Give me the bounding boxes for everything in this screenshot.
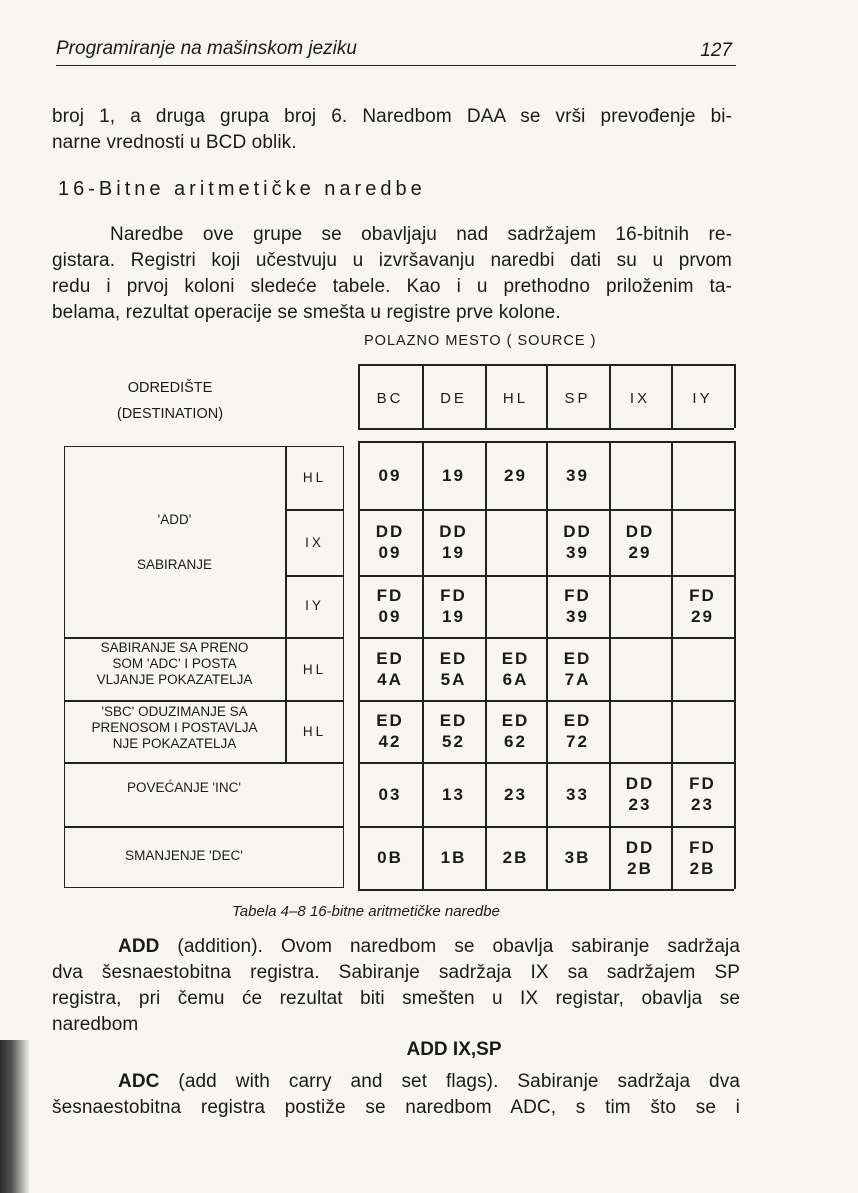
opcode-cell: DD 2B: [625, 837, 655, 878]
opcode-cell: ED 62: [501, 711, 530, 751]
adc-paragraph: [52, 1069, 740, 1121]
source-label: POLAZNO MESTO ( SOURCE ): [364, 333, 597, 349]
intro-line: broj 1, a druga grupa broj 6. Naredbom DAA se vrši prevođenje bi-: [52, 106, 732, 127]
group-add-label: 'ADD': [157, 512, 192, 527]
opcode-cell: 09: [378, 465, 402, 485]
opcode-cell: 39: [566, 465, 589, 485]
dest-reg-hl: HL: [302, 470, 327, 485]
opcode-cell: DD 39: [563, 522, 592, 562]
opcode-cell: 1B: [440, 848, 467, 867]
dest-reg-hl: HL: [302, 724, 327, 739]
opcode-cell: DD 29: [625, 522, 655, 562]
group-dec-label: SMANJENJE 'DEC': [125, 848, 243, 863]
opcode-cell: ED 7A: [563, 648, 592, 689]
column-header-bc: BC: [376, 390, 404, 407]
opcode-cell: DD 09: [375, 522, 405, 562]
add-paragraph: [52, 934, 740, 1038]
opcode-cell: FD 23: [689, 774, 716, 814]
intro-line: narne vrednosti u BCD oblik.: [52, 132, 297, 153]
destination-label: [100, 375, 240, 427]
add-line-text: (addition). Ovom naredbom se obavlja sabiranje sadržaja: [159, 936, 740, 957]
opcode-cell: DD 19: [439, 522, 468, 562]
grid-rule: [734, 441, 736, 889]
intro-paragraph: [52, 104, 732, 156]
opcode-cell: 03: [378, 784, 402, 804]
adc-line-text: (add with carry and set flags). Sabiranje sadržaja dva: [159, 1071, 740, 1092]
table-caption: Tabela 4–8 16-bitne aritmetičke naredbe: [232, 903, 500, 920]
grid-rule: [358, 889, 734, 891]
group-adc-label: VLJANJE POKAZATELJA: [96, 672, 253, 687]
destination-label-line: (DESTINATION): [116, 406, 224, 422]
page-number: 127: [700, 40, 732, 61]
adc-line: [52, 1069, 740, 1095]
paragraph-line: belama, rezultat operacije se smešta u registre prve kolone.: [52, 302, 561, 323]
add-line: [52, 934, 740, 960]
grid-rule: [671, 441, 673, 889]
adc-term: ADC: [118, 1071, 160, 1092]
opcode-cell: 0B: [377, 848, 403, 867]
dest-reg-hl: HL: [302, 662, 327, 677]
running-title: Programiranje na mašinskom jeziku: [56, 38, 357, 59]
add-example-instruction: ADD IX,SP: [406, 1039, 502, 1060]
dest-reg-iy: IY: [305, 598, 324, 613]
group-adc-label: SABIRANJE SA PRENO: [100, 640, 249, 655]
adc-line: šesnaestobitna registra postiže se naredbom ADC, s tim što se i: [52, 1097, 740, 1118]
opcode-cell: 29: [504, 465, 527, 485]
column-header-iy: IY: [692, 390, 713, 407]
column-header-sp: SP: [564, 390, 591, 407]
opcode-cell: FD 19: [440, 586, 467, 626]
add-line: registra, pri čemu će rezultat biti smešten u IX registar, obavlja se: [52, 988, 740, 1009]
opcode-cell: ED 72: [563, 711, 592, 751]
opcode-cell: FD 2B: [689, 837, 716, 878]
opcode-cell: 2B: [502, 848, 529, 867]
opcode-cell: FD 29: [689, 586, 716, 626]
paragraph-line: redu i prvoj koloni sledeće tabele. Kao i u prethodno priloženim ta-: [52, 276, 732, 297]
opcode-cell: 33: [566, 784, 589, 804]
opcode-cell: 19: [442, 465, 465, 485]
add-line: dva šesnaestobitna registra. Sabiranje sadržaja IX sa sadržajem SP: [52, 962, 740, 983]
opcode-cell: FD 39: [564, 586, 591, 626]
opcode-cell: 23: [504, 784, 527, 804]
group-add-label: SABIRANJE: [136, 557, 213, 572]
page-binding-shadow: [0, 1040, 30, 1193]
running-header: [56, 36, 736, 66]
group-sbc-label: PRENOSOM I POSTAVLJA: [91, 720, 258, 735]
opcode-cell: FD 09: [376, 586, 404, 626]
group-sbc-label: 'SBC' ODUZIMANJE SA: [101, 704, 248, 719]
opcode-cell: DD 23: [625, 774, 655, 814]
paragraph-line: Naredbe ove grupe se obavljaju nad sadržajem 16-bitnih re-: [110, 224, 732, 245]
add-line: naredbom: [52, 1014, 139, 1035]
opcode-cell: ED 5A: [439, 648, 468, 689]
grid-rule: [609, 441, 611, 889]
section-heading: 16-Bitne aritmetičke naredbe: [58, 178, 426, 200]
group-adc-label: SOM 'ADC' I POSTA: [112, 656, 237, 671]
dest-reg-ix: IX: [305, 535, 324, 550]
column-header-hl: HL: [502, 390, 529, 407]
grid-rule: [358, 428, 734, 430]
destination-label-line: ODREDIŠTE: [127, 380, 213, 396]
paragraph-line: gistara. Registri koji učestvuju u izvršavanju naredbi dati su u prvom: [52, 250, 732, 271]
group-sbc-label: NJE POKAZATELJA: [112, 736, 237, 751]
opcode-cell: ED 4A: [376, 648, 404, 689]
opcode-cell: 13: [442, 784, 465, 804]
add-term: ADD: [118, 936, 160, 957]
opcode-cell: ED 6A: [501, 648, 530, 689]
opcode-cell: 3B: [564, 848, 591, 867]
opcode-cell: ED 42: [376, 711, 404, 751]
column-header-ix: IX: [629, 390, 651, 407]
section-paragraph: [52, 222, 732, 326]
opcode-cell: ED 52: [439, 711, 468, 751]
group-inc-label: POVEĆANJE 'INC': [127, 780, 241, 795]
column-header-de: DE: [440, 390, 467, 407]
grid-rule: [734, 364, 736, 428]
